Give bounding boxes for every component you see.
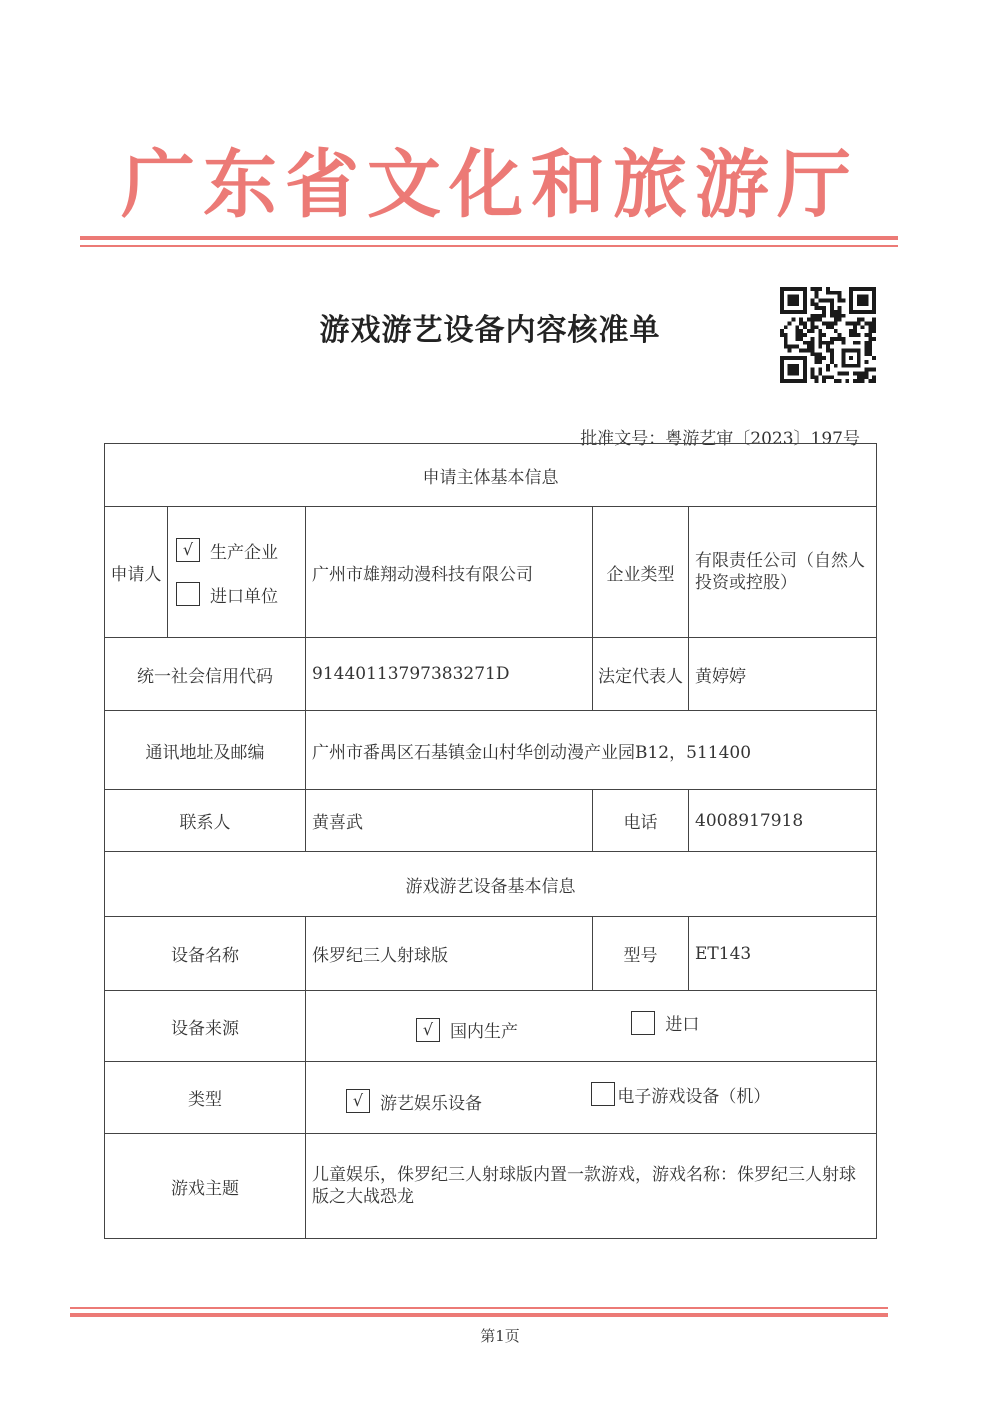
checkbox-domestic[interactable]: √ — [416, 1018, 440, 1042]
device-type-label: 类型 — [105, 1062, 306, 1134]
option-import-label: 进口 — [665, 1015, 700, 1035]
checkbox-manufacturer[interactable]: √ — [176, 538, 200, 562]
approval-number: 批准文号：粤游艺审〔2023〕197号 — [580, 429, 860, 449]
option-importer-label: 进口单位 — [210, 586, 278, 607]
option-electronic-game-label: 电子游戏设备（机） — [617, 1086, 771, 1107]
device-name-label: 设备名称 — [105, 917, 306, 991]
contact-label: 联系人 — [105, 790, 306, 852]
model-label: 型号 — [593, 917, 689, 991]
device-type-options — [306, 1062, 877, 1134]
device-name-value: 侏罗纪三人射球版 — [306, 917, 593, 991]
address-label: 通讯地址及邮编 — [105, 711, 306, 790]
checkbox-import[interactable] — [631, 1011, 655, 1035]
approval-form-table — [104, 443, 877, 1239]
section-applicant-info: 申请主体基本信息 — [105, 444, 877, 507]
letterhead-org-name: 广东省文化和旅游厅 — [121, 142, 859, 228]
checkbox-amusement[interactable]: √ — [346, 1089, 370, 1113]
device-source-options — [306, 991, 877, 1062]
game-theme-label: 游戏主题 — [105, 1134, 306, 1239]
credit-code-value: 91440113797383271D — [306, 638, 593, 711]
model-value: ET143 — [689, 917, 877, 991]
letterhead-rule-thick — [80, 236, 898, 240]
section-device-info: 游戏游艺设备基本信息 — [105, 852, 877, 917]
footer-rule-thick — [70, 1313, 888, 1317]
company-type-label: 企业类型 — [593, 507, 689, 638]
company-type-value: 有限责任公司（自然人投资或控股） — [689, 507, 877, 638]
footer-rule-thin — [70, 1307, 888, 1309]
document-title: 游戏游艺设备内容核准单 — [319, 313, 661, 348]
phone-label: 电话 — [593, 790, 689, 852]
applicant-label: 申请人 — [105, 507, 168, 638]
device-source-label: 设备来源 — [105, 991, 306, 1062]
legal-rep-label: 法定代表人 — [593, 638, 689, 711]
applicant-type-options — [168, 507, 306, 638]
option-manufacturer-label: 生产企业 — [210, 542, 278, 563]
qr-code-icon — [780, 287, 876, 383]
letterhead-rule-thin — [80, 245, 898, 247]
applicant-name: 广州市雄翔动漫科技有限公司 — [306, 507, 593, 638]
page-number: 第1页 — [480, 1327, 520, 1345]
contact-value: 黄喜武 — [306, 790, 593, 852]
legal-rep-value: 黄婷婷 — [689, 638, 877, 711]
option-amusement-label: 游艺娱乐设备 — [380, 1093, 482, 1114]
option-domestic-label: 国内生产 — [450, 1022, 518, 1042]
checkbox-electronic-game[interactable] — [591, 1082, 615, 1106]
address-value: 广州市番禺区石基镇金山村华创动漫产业园B12，511400 — [306, 711, 877, 790]
credit-code-label: 统一社会信用代码 — [105, 638, 306, 711]
checkbox-importer[interactable] — [176, 582, 200, 606]
game-theme-value: 儿童娱乐，侏罗纪三人射球版内置一款游戏，游戏名称：侏罗纪三人射球版之大战恐龙 — [306, 1134, 877, 1239]
phone-value: 4008917918 — [689, 790, 877, 852]
